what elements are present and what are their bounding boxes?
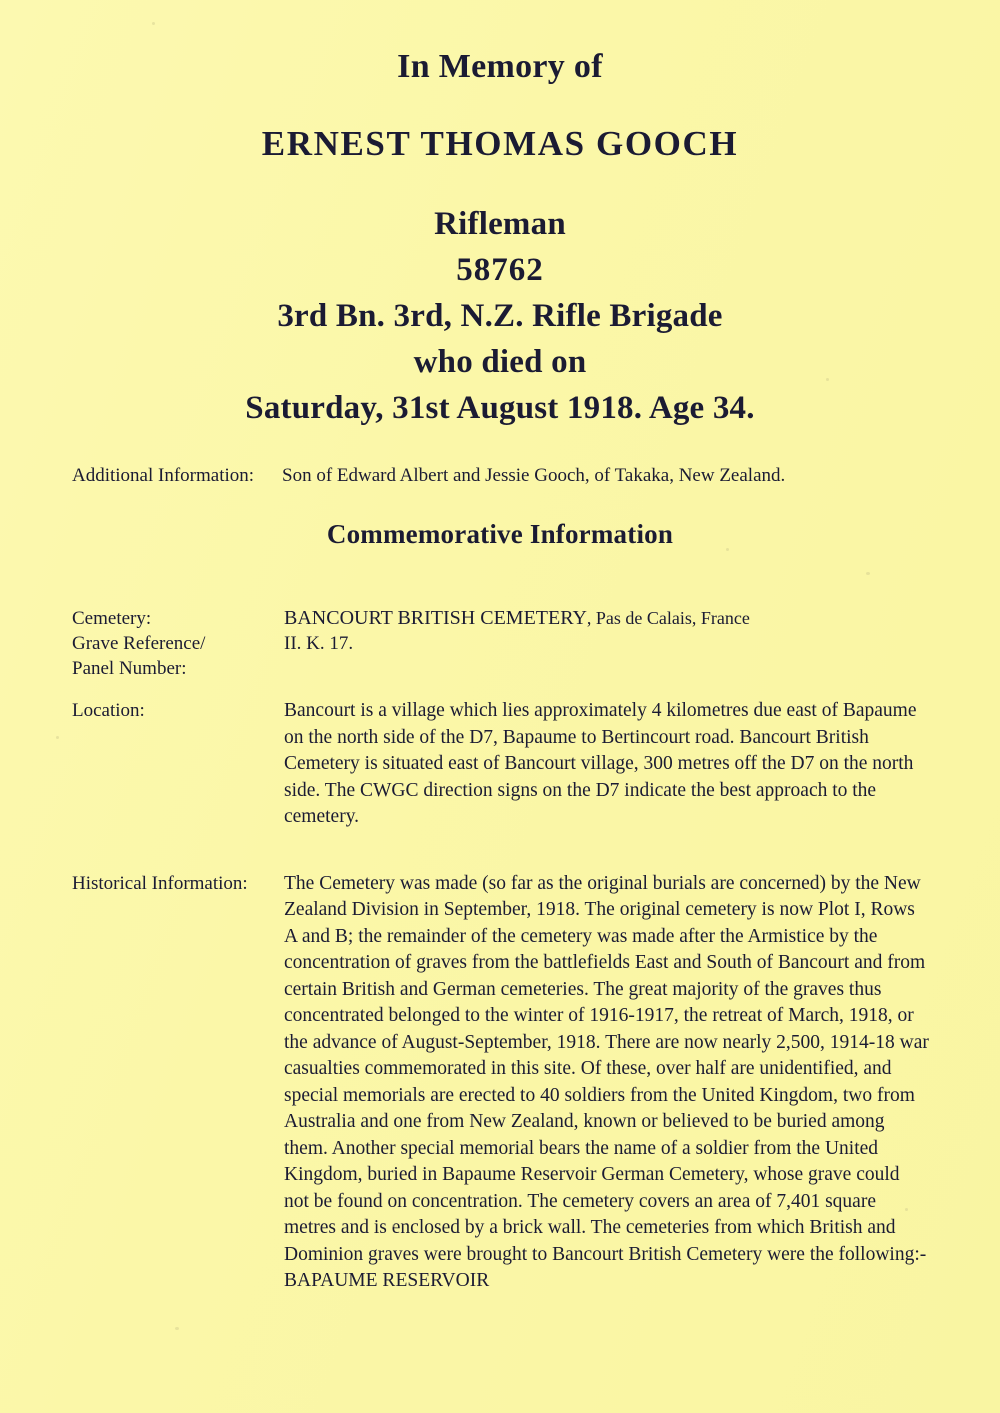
- historical-information-row: [72, 871, 930, 1295]
- grave-reference-label-line1: Grave Reference/: [72, 633, 206, 654]
- additional-information-row: [0, 465, 1000, 487]
- cemetery-place: , Pas de Calais, France: [586, 608, 750, 628]
- cemetery-value: [284, 606, 930, 631]
- scan-speck: [175, 1327, 179, 1330]
- location-value: Bancourt is a village which lies approximately 4 kilometres due east of Bapaume on the north side of the D7, Bapaume to Bertincourt road. Bancourt British Cemetery is situated east of Bancourt village, 300 metres off the D7 on the north side. The CWGC direction signs on the D7 indicate the best approach to the cemetery.: [284, 700, 917, 827]
- grave-reference-value: II. K. 17.: [284, 633, 354, 654]
- memorial-header: [0, 0, 1000, 427]
- scan-speck: [392, 1224, 395, 1227]
- scan-speck: [56, 736, 59, 739]
- grave-reference-label: [72, 631, 284, 681]
- location-label: Location:: [72, 700, 145, 721]
- casualty-unit: 3rd Bn. 3rd, N.Z. Rifle Brigade: [277, 298, 723, 334]
- scan-speck: [826, 378, 829, 381]
- historical-information-label: Historical Information:: [72, 872, 248, 894]
- scan-speck: [905, 1208, 908, 1211]
- cemetery-label: Cemetery:: [72, 608, 152, 629]
- memorial-heading: In Memory of: [397, 48, 603, 85]
- cemetery-row: [72, 606, 930, 631]
- who-died-on-label: who died on: [413, 344, 587, 380]
- commemorative-information-heading: Commemorative Information: [326, 519, 674, 549]
- additional-information-value: Son of Edward Albert and Jessie Gooch, of Takaka, New Zealand.: [282, 465, 786, 486]
- scan-speck: [726, 548, 729, 551]
- commemorative-information-block: [0, 606, 1000, 1295]
- additional-information-label: Additional Information:: [72, 465, 255, 486]
- scan-speck: [866, 572, 870, 575]
- historical-information-value: The Cemetery was made (so far as the original burials are concerned) by the New Zealand Division in September, 1918. The original cemetery is now Plot I, Rows A and B; the remainder of the cemetery was made after the Armistice by the concentration of graves from the battlefields East and South of Bancourt and from certain British and German cemeteries. The great majority of the graves thus concentrated belonged to the winter of 1916-1917, the retreat of March, 1918, or the advance of August-September, 1918. There are now nearly 2,500, 1914-18 war casualties commemorated in this site. Of these, over half are unidentified, and special memorials are erected to 40 soldiers from the United Kingdom, two from Australia and one from New Zealand, known or believed to be buried among them. Another special memorial bears the name of a soldier from the United Kingdom, buried in Bapaume Reservoir German Cemetery, whose grave could not be found on concentration. The cemetery covers an area of 7,401 square metres and is enclosed by a brick wall. The cemeteries from which British and Dominion graves were brought to Bancourt British Cemetery were the following:- BAPAUME RESERVOIR: [284, 872, 929, 1291]
- scan-speck: [152, 22, 155, 25]
- grave-reference-row: [72, 631, 930, 681]
- casualty-name: ERNEST THOMAS GOOCH: [261, 124, 739, 163]
- location-row: [72, 698, 930, 831]
- cemetery-name: BANCOURT BRITISH CEMETERY: [284, 607, 587, 629]
- casualty-service-number: 58762: [456, 252, 544, 288]
- casualty-death-date: Saturday, 31st August 1918. Age 34.: [245, 390, 755, 426]
- grave-reference-label-line2: Panel Number:: [72, 658, 187, 679]
- casualty-rank: Rifleman: [434, 206, 566, 242]
